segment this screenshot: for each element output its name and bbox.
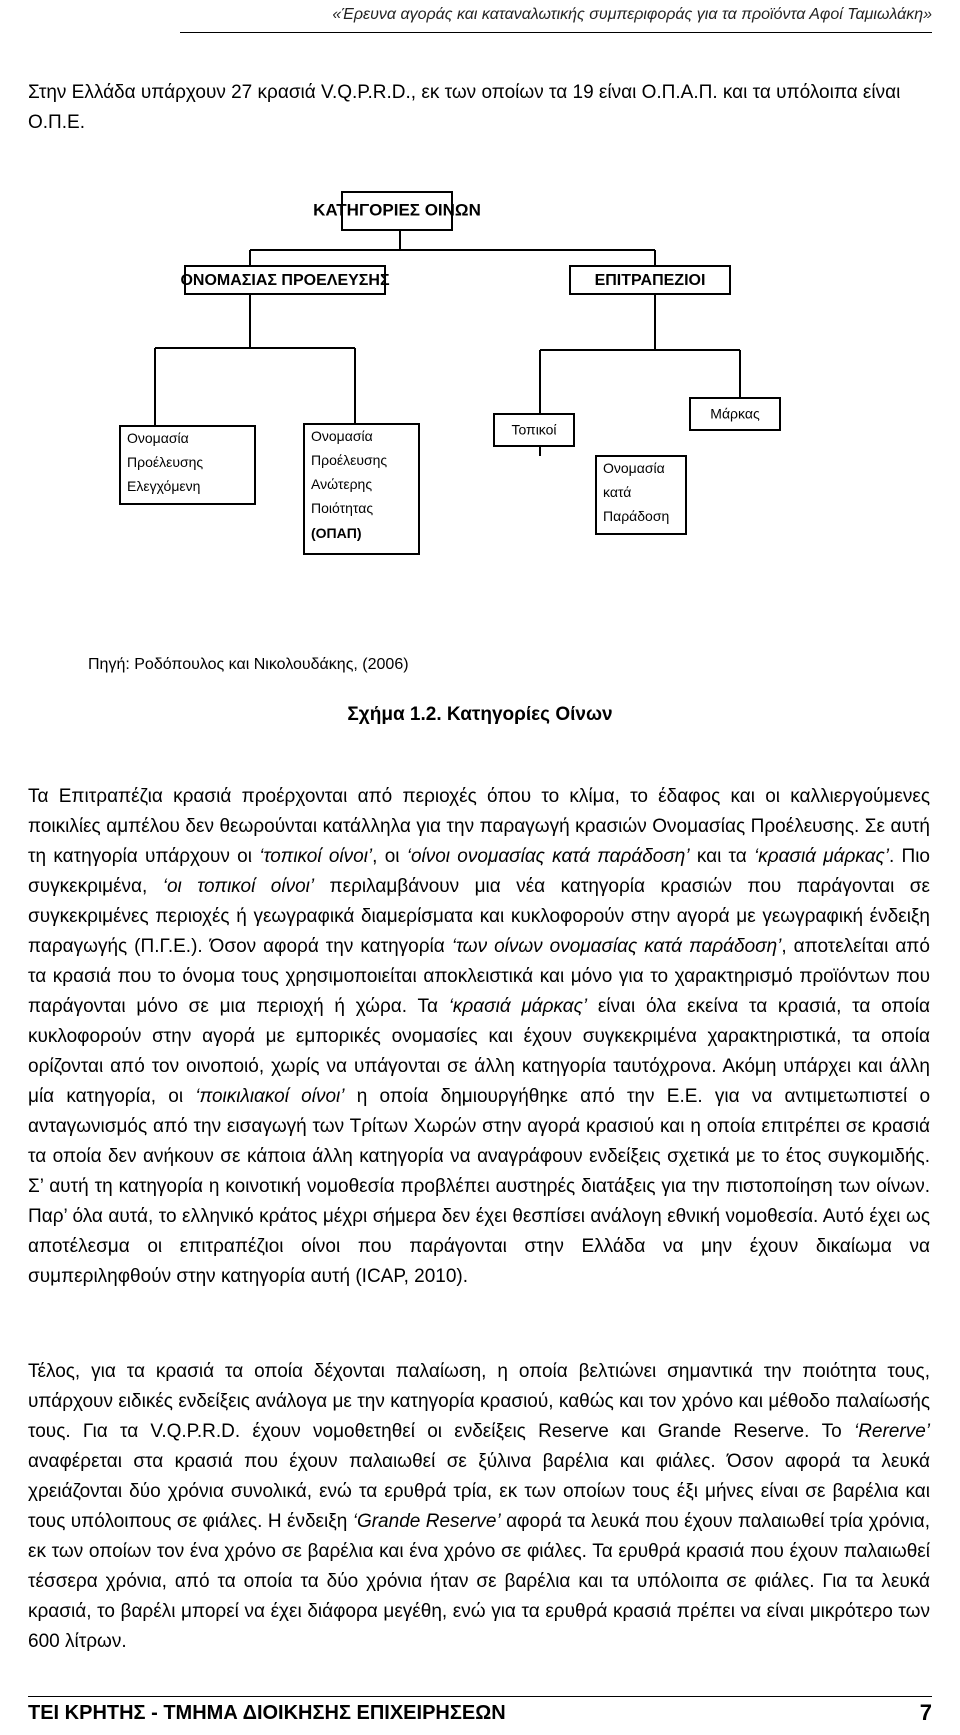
figure-caption: Σχήμα 1.2. Κατηγορίες Οίνων (347, 704, 613, 725)
body-paragraph-2 (28, 1357, 930, 1657)
body-paragraph-1 (28, 782, 930, 1292)
emphasis-text: ‘κρασιά μάρκας’ (448, 996, 588, 1017)
emphasis-text: ‘των οίνων ονομασίας κατά παράδοση’ (451, 936, 782, 957)
emphasis-text: ‘ποικιλιακοί οίνοι’ (195, 1086, 345, 1107)
text-run: , οι (372, 846, 407, 867)
text-run: Τα Επιτραπέζια κρασιά προέρχονται από περιοχές όπου το κλίμα, το έδαφος και οι καλλιεργούμενες ποικιλίες αμπέλου δεν θεωρούνται κατάλληλα για την παραγωγή κρασιών Ονομασίας Προέλευσης. Σε αυτή τη κατηγορία υπάρχουν οι (28, 786, 930, 867)
emphasis-text: ‘οι τοπικοί οίνοι’ (162, 876, 315, 897)
appellation-label: ΟΝΟΜΑΣΙΑΣ ΠΡΟΕΛΕΥΣΗΣ (180, 272, 390, 290)
opap-line-3: Ανώτερης (311, 476, 373, 492)
text-run: , αποτελείται από τα κρασιά που το όνομα τους χρησιμοποιείται αποκλειστικά και μόνο για το χαρακτηρισμό προϊόντων που παράγονται μόνο σε μια περιοχή ή χώρα. Τα (28, 936, 930, 1017)
wine-categories-diagram (0, 186, 960, 566)
text-run: και τα (689, 846, 755, 867)
ope-line-1: Ονομασία (127, 430, 189, 446)
opap-line-5: (ΟΠΑΠ) (311, 525, 362, 541)
text-run: αναφέρεται στα κρασιά που έχουν παλαιωθεί σε ξύλινα βαρέλια και φιάλες. Όσον αφορά τα λευκά χρειάζονται δύο χρόνια συνολικά, ενώ τα ερυθρά τρία, εκ των οποίων τους έξι μήνες είναι σε βαρέλια και τους υπόλοιπους σε φιάλες. Η ένδειξη (28, 1451, 930, 1532)
page-number: 7 (919, 1700, 932, 1725)
emphasis-text: ‘τοπικοί οίνοι’ (259, 846, 373, 867)
emphasis-text: ‘Rererve’ (853, 1421, 930, 1442)
traditional-line-2: κατά (603, 484, 632, 500)
running-header: «Έρευνα αγοράς και καταναλωτικής συμπεριφοράς για τα προϊόντα Αφοί Ταμιωλάκη» (332, 6, 932, 23)
footer-divider (28, 1696, 932, 1697)
root-label: ΚΑΤΗΓΟΡΙΕΣ ΟΙΝΩΝ (313, 200, 481, 220)
traditional-line-3: Παράδοση (603, 508, 670, 524)
ope-line-2: Προέλευσης (127, 454, 204, 470)
table-wines-label: ΕΠΙΤΡΑΠΕΖΙΟΙ (594, 272, 706, 290)
header-divider (180, 32, 932, 33)
text-run: αφορά τα λευκά που έχουν παλαιωθεί τρία χρόνια, εκ των οποίων τον ένα χρόνο σε βαρέλια και ένα χρόνο σε φιάλες. Τα ερυθρά κρασιά που έχουν παλαιωθεί τέσσερα χρόνια, από τα οποία τα δύο χρόνια ήταν σε βαρέλια και τα υπόλοιπα σε φιάλες. Για τα λευκά κρασιά, το βαρέλι μπορεί να έχει διάφορα μεγέθη, ενώ για τα ερυθρά κρασιά πρέπει να είναι μικρότερο των 600 λίτρων. (28, 1511, 931, 1652)
emphasis-text: ‘κρασιά μάρκας’ (754, 846, 889, 867)
footer-institution: ΤΕΙ ΚΡΗΤΗΣ - ΤΜΗΜΑ ΔΙΟΙΚΗΣΗΣ ΕΠΙΧΕΙΡΗΣΕΩΝ (28, 1702, 506, 1724)
intro-paragraph: Στην Ελλάδα υπάρχουν 27 κρασιά V.Q.P.R.D., εκ των οποίων τα 19 είναι Ο.Π.Α.Π. και τα υπόλοιπα είναι Ο.Π.Ε. (28, 82, 901, 133)
ope-line-3: Ελεγχόμενη (127, 478, 201, 494)
brand-wines-label: Μάρκας (710, 405, 760, 422)
emphasis-text: ‘οίνοι ονομασίας κατά παράδοση’ (406, 846, 690, 867)
text-run: . Πιο συγκεκριμένα, (28, 846, 930, 897)
text-run: Τέλος, για τα κρασιά τα οποία δέχονται παλαίωση, η οποία βελτιώνει σημαντικά την ποιότητα τους, υπάρχουν ειδικές ενδείξεις ανάλογα με την κατηγορία κρασιού, καθώς και τον χρόνο και μέθοδο παλαίωσής τους. Για τα V.Q.P.R.D. έχουν νομοθετηθεί οι ενδείξεις Reserve και Grande Reserve. Το (28, 1361, 930, 1442)
opap-line-2: Προέλευσης (311, 452, 388, 468)
text-run: είναι όλα εκείνα τα κρασιά, τα οποία κυκλοφορούν στην αγορά με εμπορικές ονομασίες και έχουν συγκεκριμένα χαρακτηριστικά, τα οποία ορίζονται από τον οινοποιό, χωρίς να υπάγονται σε άλλη κατηγορία ταυτόχρονα. Ακόμη υπάρχει και άλλη μία κατηγορία, οι (28, 996, 930, 1107)
local-wines-label: Τοπικοί (511, 421, 557, 438)
figure-source: Πηγή: Ροδόπουλος και Νικολουδάκης, (2006) (88, 656, 409, 673)
opap-line-1: Ονομασία (311, 428, 373, 444)
text-run: η οποία δημιουργήθηκε από την Ε.Ε. για να αντιμετωπιστεί ο ανταγωνισμός από την εισαγωγή των Τρίτων Χωρών στην αγορά κρασιού και η οποία επιτρέπει σε κρασιά τα οποία δεν ανήκουν σε κάποια άλλη κατηγορία να αναγράφουν ενδείξεις σχετικά με το έτος συγκομιδής. Σ’ αυτή τη κατηγορία η κοινοτική νομοθεσία προβλέπει αυστηρές διατάξεις για την πιστοποίηση των οίνων. Παρ’ όλα αυτά, το ελληνικό κράτος μέχρι σήμερα δεν έχει θεσπίσει ανάλογη εθνική νομοθεσία. Αυτό έχει ως αποτέλεσμα οι επιτραπέζιοι οίνοι που παράγονται στην Ελλάδα να μην έχουν δικαίωμα να συμπεριληφθούν στην κατηγορία αυτή (ICAP, 2010). (28, 1086, 931, 1287)
diagram-connectors (155, 230, 740, 456)
text-run: περιλαμβάνουν μια νέα κατηγορία κρασιών που παράγονται σε συγκεκριμένες περιοχές ή γεωγραφικά διαμερίσματα και κυκλοφορούν στην αγορά με γεωγραφική ένδειξη παραγωγής (Π.Γ.Ε.). Όσον αφορά την κατηγορία (28, 876, 930, 957)
opap-line-4: Ποιότητας (311, 500, 374, 516)
traditional-line-1: Ονομασία (603, 460, 665, 476)
emphasis-text: ‘Grande Reserve’ (352, 1511, 501, 1532)
